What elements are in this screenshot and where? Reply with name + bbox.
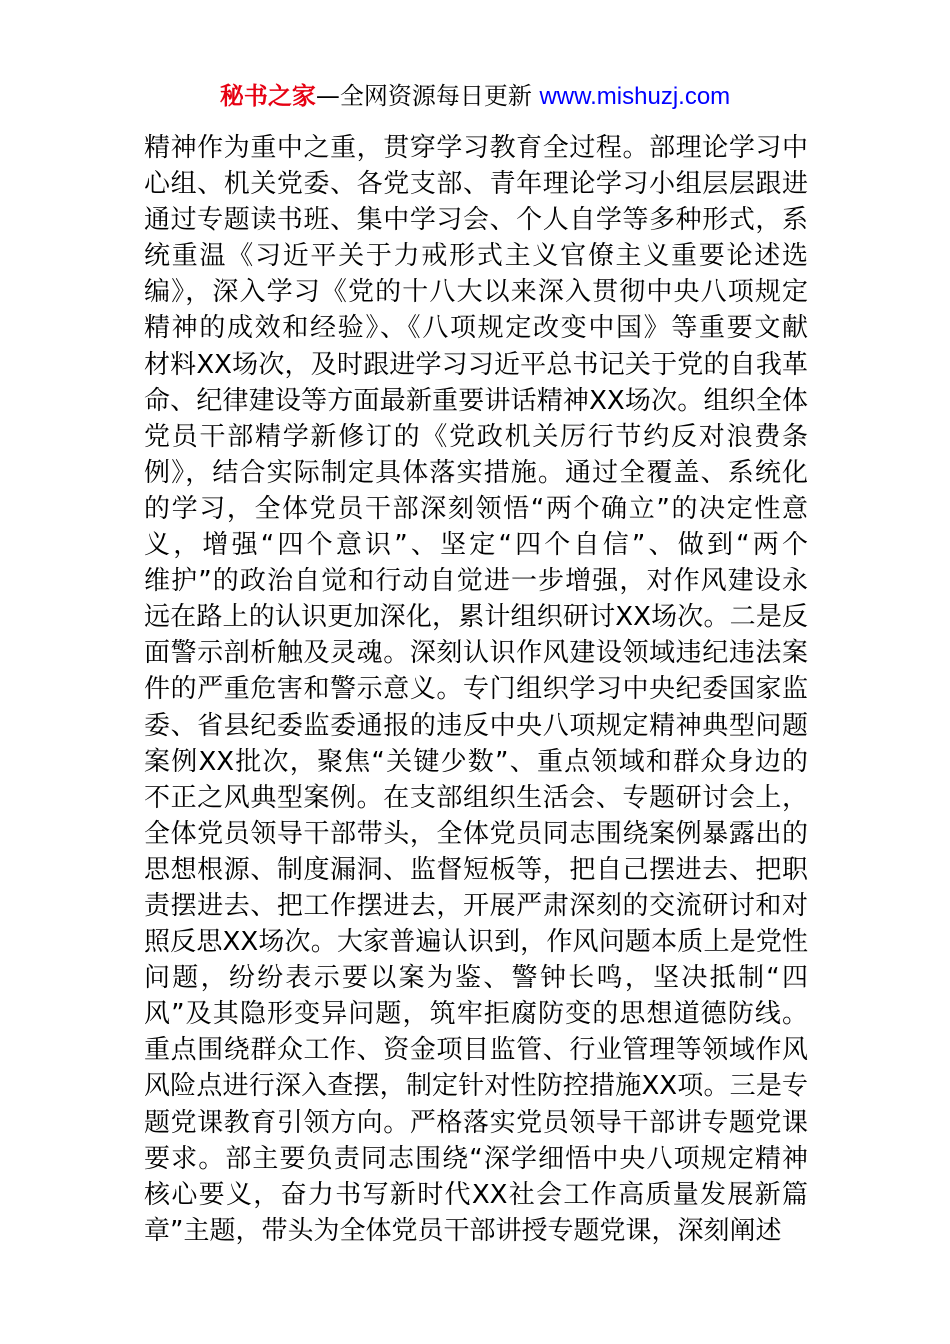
- site-url-link[interactable]: www.mishuzj.com: [539, 83, 731, 110]
- body-text-line: 照反思XX场次。大家普遍认识到，作风问题本质上是党性: [144, 927, 808, 958]
- body-text-line: 要求。部主要负责同志围绕“深学细悟中央八项规定精神: [144, 1143, 808, 1174]
- body-text-line: 命、纪律建设等方面最新重要讲话精神XX场次。组织全体: [144, 385, 808, 416]
- body-text-line: 件的严重危害和警示意义。专门组织学习中央纪委国家监: [144, 674, 808, 705]
- body-text-line: 思想根源、制度漏洞、监督短板等，把自己摆进去、把职: [144, 854, 808, 885]
- header-tagline: 全网资源每日更新: [339, 82, 540, 110]
- body-text-line: 章”主题，带头为全体党员干部讲授专题党课，深刻阐述: [144, 1215, 782, 1246]
- body-text-line: 案例XX批次，聚焦“关键少数”、重点领域和群众身边的: [144, 746, 808, 777]
- header-separator: —: [315, 82, 340, 110]
- body-text-line: 风险点进行深入查摆，制定针对性防控措施XX项。三是专: [144, 1071, 808, 1102]
- site-header: [0, 80, 950, 113]
- body-text-line: 题党课教育引领方向。严格落实党员领导干部讲专题党课: [144, 1107, 808, 1138]
- site-brand-name: 秘书之家: [219, 82, 316, 110]
- body-text-line: 编》，深入学习《党的十八大以来深入贯彻中央八项规定: [144, 277, 808, 308]
- body-text-line: 核心要义，奋力书写新时代XX社会工作高质量发展新篇: [144, 1179, 808, 1210]
- body-text-line: 远在路上的认识更加深化，累计组织研讨XX场次。二是反: [144, 602, 808, 633]
- body-text-line: 全体党员领导干部带头，全体党员同志围绕案例暴露出的: [144, 818, 808, 849]
- body-text-line: 责摆进去、把工作摆进去，开展严肃深刻的交流研讨和对: [144, 890, 808, 921]
- body-text-line: 重点围绕群众工作、资金项目监管、行业管理等领域作风: [144, 1035, 808, 1066]
- body-text-line: 通过专题读书班、集中学习会、个人自学等多种形式，系: [144, 205, 808, 236]
- body-text-line: 委、省县纪委监委通报的违反中央八项规定精神典型问题: [144, 710, 808, 741]
- document-body: [144, 130, 808, 1249]
- body-text-line: 精神作为重中之重，贯穿学习教育全过程。部理论学习中: [144, 133, 808, 163]
- body-text-line: 问题，纷纷表示要以案为鉴、警钟长鸣，坚决抵制“四: [144, 963, 808, 994]
- body-text-line: 党员干部精学新修订的《党政机关厉行节约反对浪费条: [144, 421, 808, 452]
- body-text-line: 材料XX场次，及时跟进学习习近平总书记关于党的自我革: [144, 349, 808, 380]
- body-text-line: 的学习，全体党员干部深刻领悟“两个确立”的决定性意: [144, 493, 808, 524]
- body-text-line: 义，增强“四个意识”、坚定“四个自信”、做到“两个: [144, 530, 808, 561]
- body-text-line: 风”及其隐形变异问题，筑牢拒腐防变的思想道德防线。: [144, 999, 808, 1030]
- body-text-line: 不正之风典型案例。在支部组织生活会、专题研讨会上，: [144, 782, 808, 813]
- body-text-line: 心组、机关党委、各党支部、青年理论学习小组层层跟进: [144, 169, 808, 200]
- body-text-line: 维护”的政治自觉和行动自觉进一步增强，对作风建设永: [144, 566, 808, 597]
- body-text-line: 例》，结合实际制定具体落实措施。通过全覆盖、系统化: [144, 457, 808, 488]
- body-text-line: 面警示剖析触及灵魂。深刻认识作风建设领域违纪违法案: [144, 638, 808, 669]
- body-text-line: 统重温《习近平关于力戒形式主义官僚主义重要论述选: [144, 241, 808, 272]
- body-text-line: 精神的成效和经验》、《八项规定改变中国》等重要文献: [144, 313, 808, 344]
